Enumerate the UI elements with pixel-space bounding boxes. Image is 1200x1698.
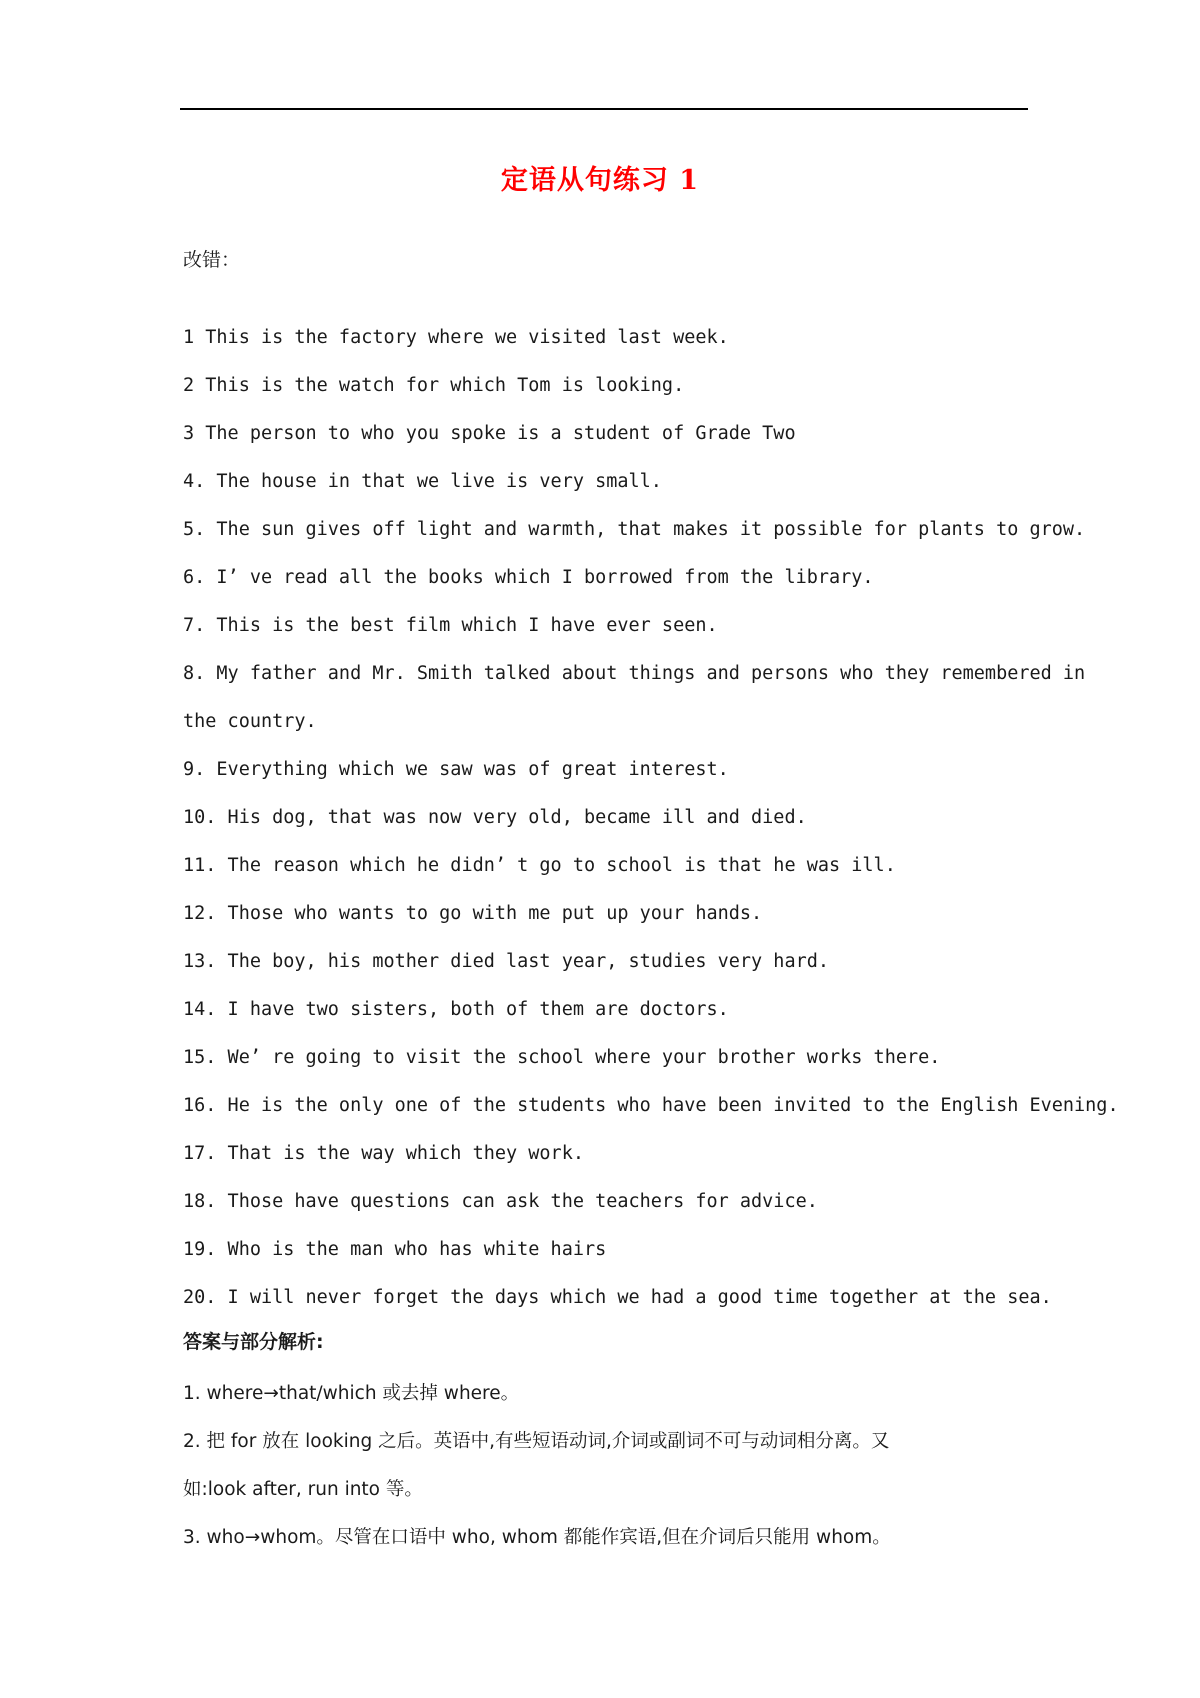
answer-item: 2. 把 for 放在 looking 之后。英语中,有些短语动词,介词或副词不可与动词相分离。又: [183, 1431, 890, 1452]
exercise-item: 17. That is the way which they work.: [183, 1143, 584, 1164]
answer-item: 1. where→that/which 或去掉 where。: [183, 1383, 520, 1404]
exercise-item: 4. The house in that we live is very small.: [183, 471, 662, 492]
header-rule: [180, 108, 1028, 110]
exercise-item: 11. The reason which he didn’ t go to school is that he was ill.: [183, 855, 896, 876]
exercise-item: 18. Those have questions can ask the teachers for advice.: [183, 1191, 818, 1212]
page-title: 定语从句练习 1: [500, 165, 700, 196]
exercise-item: 16. He is the only one of the students who have been invited to the English Evening.: [183, 1095, 1119, 1116]
exercise-item: 3 The person to who you spoke is a student of Grade Two: [183, 423, 796, 444]
section-label: 改错：: [183, 249, 241, 271]
exercise-item: 2 This is the watch for which Tom is looking.: [183, 375, 685, 396]
exercise-item: 13. The boy, his mother died last year, studies very hard.: [183, 951, 830, 972]
exercise-item: 8. My father and Mr. Smith talked about things and persons who they remembered in: [183, 663, 1086, 684]
exercise-item-continuation: the country.: [183, 711, 317, 732]
answers-heading: 答案与部分解析:: [183, 1331, 324, 1353]
exercise-item: 10. His dog, that was now very old, became ill and died.: [183, 807, 807, 828]
exercise-item: 9. Everything which we saw was of great interest.: [183, 759, 729, 780]
exercise-item: 20. I will never forget the days which we had a good time together at the sea.: [183, 1287, 1052, 1308]
exercise-item: 6. I’ ve read all the books which I borrowed from the library.: [183, 567, 874, 588]
answer-item-continuation: 如:look after, run into 等。: [183, 1479, 423, 1500]
exercise-item: 14. I have two sisters, both of them are doctors.: [183, 999, 729, 1020]
exercise-item: 12. Those who wants to go with me put up your hands.: [183, 903, 763, 924]
exercise-item: 5. The sun gives off light and warmth, that makes it possible for plants to grow.: [183, 519, 1086, 540]
exercise-item: 15. We’ re going to visit the school where your brother works there.: [183, 1047, 941, 1068]
exercise-item: 19. Who is the man who has white hairs: [183, 1239, 607, 1260]
exercise-item: 7. This is the best film which I have ever seen.: [183, 615, 718, 636]
answer-item: 3. who→whom。尽管在口语中 who, whom 都能作宾语,但在介词后只能用 whom。: [183, 1527, 891, 1548]
exercise-item: 1 This is the factory where we visited last week.: [183, 327, 729, 348]
